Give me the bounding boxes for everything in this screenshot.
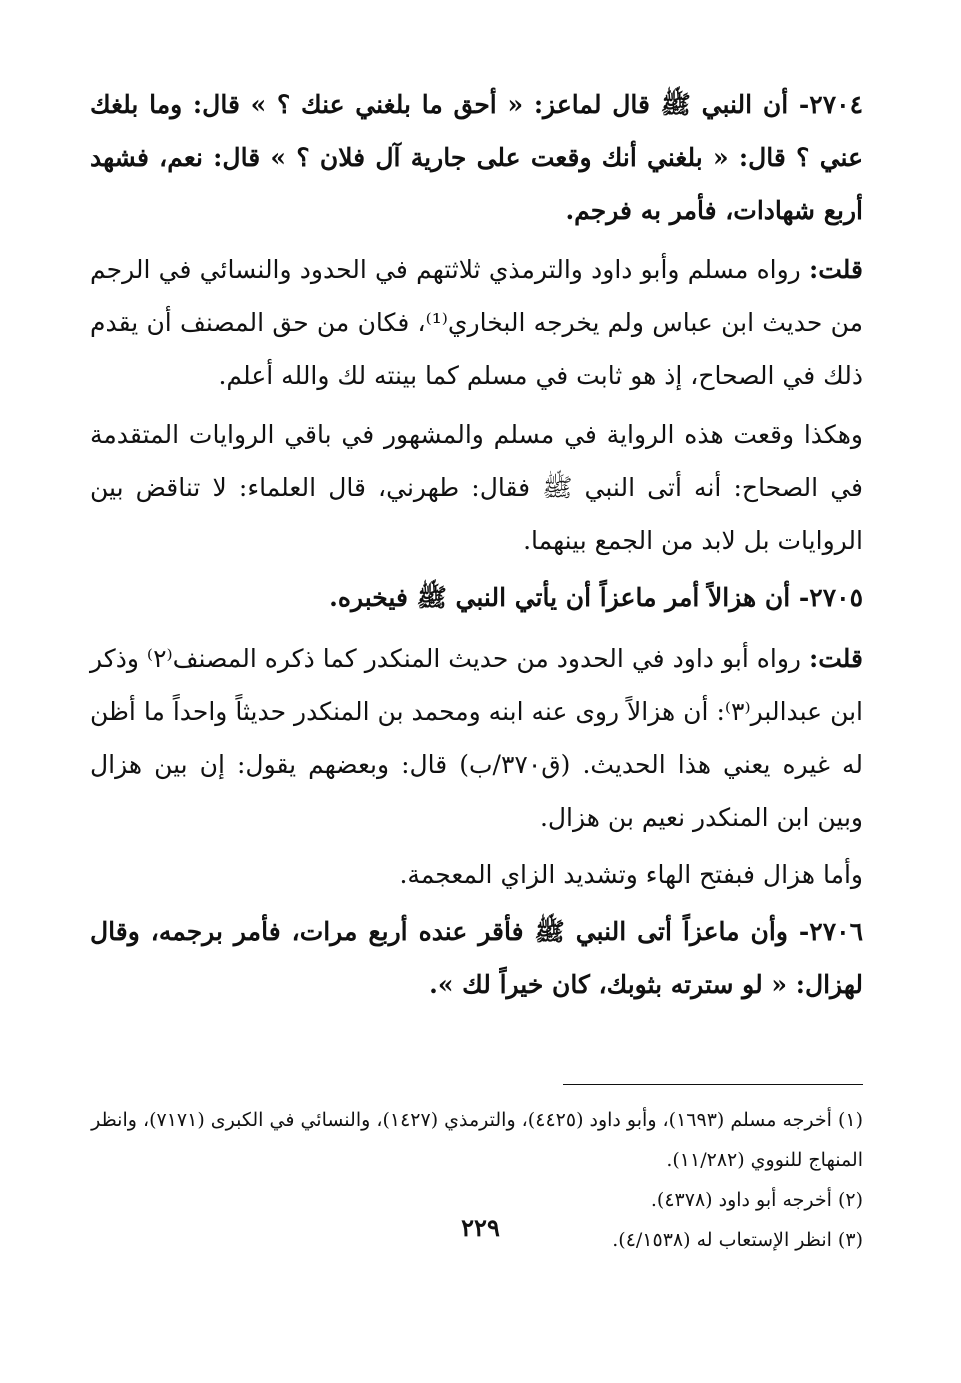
- commentary-paragraph: [90, 632, 863, 844]
- commentary-lead: قلت:: [808, 644, 863, 673]
- footnote-3: (٣) انظر الإستعاب له (٤/١٥٣٨).: [612, 1229, 863, 1251]
- commentary-lead: قلت:: [808, 255, 863, 284]
- commentary-text: وهكذا وقعت هذه الرواية في مسلم والمشهور في باقي الروايات المتقدمة في الصحاح: أنه أتى النبي ﷺ فقال: طهرني، قال العلماء: لا تناقض بين الروايات بل لابد من الجمع بينهما.: [90, 420, 863, 555]
- footnote-1: (١) أخرجه مسلم (١٦٩٣)، وأبو داود (٤٤٢٥)، والترمذي (١٤٢٧)، والنسائي في الكبرى (٧١٧١)، وانظر المنهاج للنووي (١١/٢٨٢).: [91, 1109, 863, 1171]
- hadith-2706: [90, 905, 863, 1011]
- hadith-2705-text: ٢٧٠٥- أن هزالاً أمر ماعزاً أن يأتي النبي ﷺ فيخبره.: [329, 583, 863, 612]
- hadith-2704: [90, 78, 863, 237]
- commentary-paragraph: [90, 243, 863, 402]
- footnote-2: (٢) أخرجه أبو داود (٤٣٧٨).: [650, 1189, 863, 1211]
- commentary-paragraph: [90, 408, 863, 567]
- hadith-2706-text: ٢٧٠٦- وأن ماعزاً أتى النبي ﷺ فأقر عنده أربع مرات، فأمر برجمه، وقال لهزال: « لو سترته بثوبك، كان خيراً لك ».: [90, 917, 863, 999]
- hadith-2704-text: ٢٧٠٤- أن النبي ﷺ قال لماعز: « أحق ما بلغني عنك ؟ » قال: وما بلغك عني ؟ قال: « بلغني أنك وقعت على جارية آل فلان ؟ » قال: نعم، فشهد أربع شهادات، فأمر به فرجم.: [90, 90, 864, 225]
- page-number: ٢٢٩: [461, 1213, 500, 1242]
- hadith-2705: [90, 571, 863, 624]
- commentary-paragraph: [90, 848, 863, 901]
- commentary-text: رواه مسلم وأبو داود والترمذي ثلاثتهم في الحدود والنسائي في الرجم من حديث ابن عباس ولم يخرجه البخاري⁽¹⁾، فكان من حق المصنف أن يقدم ذلك في الصحاح، إذ هو ثابت في مسلم كما بينته لك والله أعلم.: [90, 255, 864, 390]
- footnote-separator: [563, 1084, 863, 1085]
- commentary-text: وأما هزال فبفتح الهاء وتشديد الزاي المعجمة.: [399, 860, 863, 889]
- commentary-text: رواه أبو داود في الحدود من حديث المنكدر كما ذكره المصنف⁽٢⁾ وذكر ابن عبدالبر⁽٣⁾: أن هزالاً روى عنه ابنه ومحمد بن المنكدر حديثاً واحداً ما أظن له غيره يعني هذا الحديث. (ق٣٧٠/ب) قال: وبعضهم يقول: إن بين هزال وبين ابن المنكدر نعيم بن هزال.: [90, 644, 864, 832]
- page-body: [90, 78, 863, 1338]
